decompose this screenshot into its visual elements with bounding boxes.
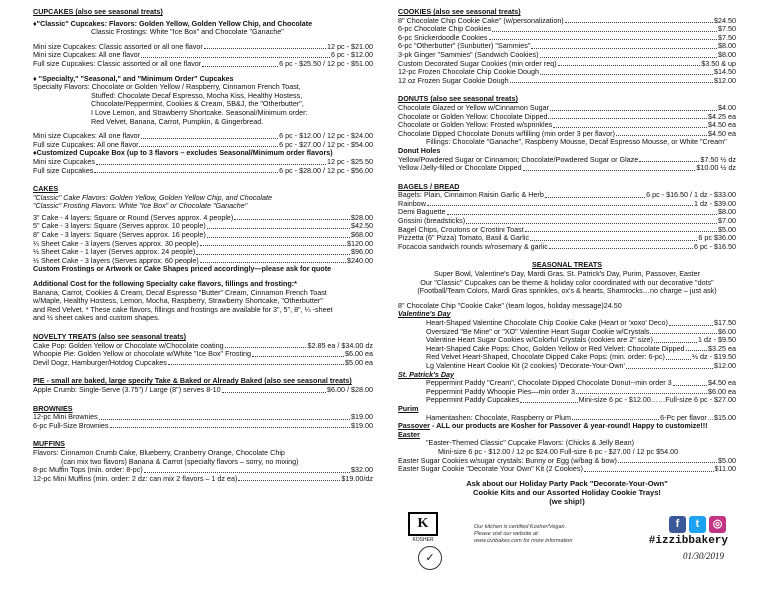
dot-leader (650, 328, 717, 335)
additional-cost-lines (33, 289, 373, 323)
donut-hole-item-label: Yellow /Jelly-filled or Chocolate Dipped (398, 164, 522, 173)
custom-box-price-price: 12 pc - $25.50 (327, 157, 373, 166)
custom-box-head: ♦Customized Cupcake Box (up to 3 flavors – excludes Seasonal/Minimum order flavors) (33, 149, 333, 158)
donut-item-price: $4.50 ea (708, 129, 736, 138)
cupcake-price-label: Mini size Cupcakes: All one flavor (33, 51, 141, 60)
bagel-item-price: 6 pc - $16.50 (694, 242, 736, 251)
additional-cost-head: Additional Cost for the following Specialty cake flavors, fillings and frosting:* (33, 280, 297, 289)
cookie-item-label: 12 oz Frozen Sugar Cookie Dough (398, 76, 509, 85)
dot-leader (673, 379, 707, 386)
footer (398, 510, 736, 570)
dot-leader (576, 388, 707, 395)
dot-leader (234, 214, 350, 221)
valentine-item-label: Red Velvet Heart-Shaped, Chocolate Dipped Cake Pops: (min. order: 6-pc) (426, 353, 665, 362)
seasonal-intro-line: Our "Classic" Cupcakes can be theme & holiday color coordinated with our decorative "dots" (420, 278, 714, 287)
cookie-item (398, 34, 736, 43)
kosher-logo (408, 512, 438, 545)
dot-leader (447, 208, 717, 215)
cookie-item-price: $24.50 (714, 16, 736, 25)
novelty-item-price: $2.85 ea / $34.00 dz (307, 341, 373, 350)
easter-item-price: $5.00 (718, 456, 736, 465)
bagel-item (398, 217, 736, 226)
valentine-item-price: 1 dz - $9.50 (698, 336, 736, 345)
specialty-price-label: Full size Cupcakes: All one flavor (33, 140, 139, 149)
cake-price (33, 240, 373, 249)
cake-price (33, 257, 373, 266)
muffin-item-label: 12-pc Mini Muffins (min. order: 2 dz: can mix 2 flavors – 1 dz ea) (33, 474, 238, 483)
donut-item (398, 104, 736, 113)
brownie-item (33, 422, 373, 431)
bagel-item (398, 243, 736, 252)
cookie-item (398, 68, 736, 77)
cake-price (33, 214, 373, 223)
cake-flavors: "Classic" Cake Flavors: Golden Yellow, Golden Yellow Chip, and Chocolate (33, 193, 272, 202)
donut-item (398, 113, 736, 122)
dot-leader (618, 457, 717, 464)
donut-price-list (398, 104, 736, 138)
passover-text: - ALL our products are Kosher for Passover & year-round! Happy to customize!!! (429, 422, 708, 431)
dot-leader (196, 248, 350, 255)
dot-leader (510, 77, 713, 84)
easter-item (398, 457, 736, 466)
dot-leader (222, 386, 326, 393)
stpatricks-price-list (398, 379, 736, 405)
seasonal-intro (398, 270, 736, 296)
hashtag: #izzibbakery (648, 534, 728, 547)
dot-leader (238, 475, 340, 482)
donut-item-label: Chocolate or Golden Yellow: Frosted w/sprinkles (398, 121, 553, 130)
valentines-price-list (398, 319, 736, 371)
valentine-item-price: $3.25 ea (708, 344, 736, 353)
cookie-item (398, 25, 736, 34)
right-column (398, 8, 736, 570)
dot-leader (204, 43, 326, 50)
bagel-item-label: Rainbow (398, 199, 426, 208)
cupcake-price-label: Full size Cupcakes: Classic assorted or all one flavor (33, 59, 202, 68)
specialty-flavor-line: I Love Lemon, and Strawberry Shortcake. Seasonal/Minimum order: (91, 108, 308, 117)
cupcake-price-label: Mini size Cupcakes: Classic assorted or all one flavor (33, 42, 203, 51)
cupcake-price (33, 51, 373, 60)
purim-item-label: Hamentashen: Chocolate, Raspberry or Plum (426, 413, 572, 422)
dot-leader (565, 17, 713, 24)
donut-item-label: Chocolate Dipped Chocolate Donuts w/filling (min order 3 per flavor) (398, 129, 615, 138)
purim-title: Purim (398, 403, 419, 413)
classic-frostings: Classic Frostings: White "Ice Box" and Chocolate "Ganache" (91, 28, 284, 37)
easter-item-label: Easter Sugar Cookie "Decorate Your Own" Kit (2 Cookies) (398, 465, 583, 474)
valentine-item-price: ½ dz - $19.50 (692, 353, 736, 362)
pie-price-list (33, 386, 373, 395)
pie-title: PIE - small are baked, large specify Take & Baked or Already Baked (also see seasonal treats) (33, 377, 352, 386)
cookie-item (398, 17, 736, 26)
ask-line: Cookie Kits and our Assorted Holiday Cookie Trays! (473, 487, 661, 497)
cupcake-price-price: 6 pc - $12.00 (331, 51, 373, 60)
donut-item-price: $4.00 (718, 103, 736, 112)
valentine-item (426, 336, 736, 345)
novelty-item-label: Cake Pop: Golden Yellow or Chocolate w/Chocolate coating (33, 341, 224, 350)
cookie-item-label: 6-pc "Otherbutter" (Sunbutter) "Sammies" (398, 42, 531, 51)
dot-leader (520, 396, 578, 403)
cookie-item-price: $3.50 & up (701, 59, 736, 68)
bagel-item-label: Focaccia sandwich rounds w/rosemary & garlic (398, 242, 548, 251)
specialty-flavor-line: Red Velvet, Banana, Carrot, Pumpkin, & Gingerbread. (91, 117, 264, 126)
specialty-flavor-line: Chocolate/Peppermint, Cookies & Cream, SB&J, the "Otherbutter", (91, 100, 304, 109)
cake-frostings: "Classic" Frosting Flavors: White "Ice Box" or Chocolate "Ganache" (33, 202, 248, 211)
valentine-item-label: Lg Valentine Heart Cookie Kit (2 cookies) 'Decorate-Your-Own' (426, 361, 625, 370)
stpatrick-item (426, 388, 736, 397)
dot-leader (225, 342, 307, 349)
dot-leader (252, 350, 344, 357)
social-icons (669, 516, 726, 533)
novelty-item (33, 359, 373, 368)
dot-leader (584, 465, 714, 472)
brownie-item-label: 6-pc Full-Size Brownies (33, 421, 109, 430)
specialty-cupcakes-head: ♦ "Specialty," "Seasonal," and "Minimum Order" Cupcakes (33, 74, 234, 83)
cookie-item (398, 77, 736, 86)
purim-item (426, 414, 736, 423)
custom-box-price (33, 167, 373, 176)
dot-leader (168, 359, 344, 366)
cake-price-label: ½ Sheet Cake - 3 layers (Serves approx. 60 people) (33, 256, 199, 265)
easter-cupcake-flavors: "Easter-Themed Classic" Cupcake Flavors: (Chicks & Jelly Bean) (426, 439, 635, 448)
dot-leader (616, 130, 707, 137)
cookie-item-label: 6-pc Chocolate Chip Cookies (398, 25, 492, 34)
facebook-icon[interactable]: f (669, 516, 686, 533)
bagel-item-price: 6 pc $36.00 (698, 234, 736, 243)
donut-item (398, 130, 736, 139)
cert-line: Our kitchen is certified Kosher/Vegan. (474, 523, 567, 530)
valentine-item (426, 345, 736, 354)
cake-price-price: $42.50 (351, 222, 373, 231)
muffin-item-price: $32.00 (351, 466, 373, 475)
cupcake-price-price: 6 pc - $25.50 / 12 pc - $51.00 (279, 59, 373, 68)
donuts-title: DONUTS (also see seasonal treats) (398, 94, 518, 104)
kosher-label: KOSHER (412, 536, 434, 543)
cupcake-price (33, 43, 373, 52)
additional-cost-line: w/Maple, Healthy Hostess, Lemon, Mocha, Raspberry, Strawberry Shortcake, "Otherbutter" (33, 297, 323, 306)
specialty-flavor-line: Stuffed: Chocolate Decaf Espresso, Mocha Kiss, Healthy Hostess, (91, 91, 303, 100)
stpatrick-item-label: Peppermint Paddy Cupcakes (426, 396, 520, 405)
dot-leader (141, 132, 278, 139)
stpatrick-item-price: Mini-size 6 pc - $12.00……Full-size 6 pc - $27.00 (578, 396, 736, 405)
cert-line[interactable]: www.izzibakes.com for more information (474, 537, 573, 544)
cake-price-price: $68.00 (351, 231, 373, 240)
certification-note (474, 524, 572, 545)
valentine-item-price: $6.00 (718, 327, 736, 336)
donut-item (398, 121, 736, 130)
stpatricks-title: St. Patrick's Day (398, 369, 455, 379)
novelty-price-list (33, 342, 373, 368)
donut-hole-item (398, 156, 736, 165)
donut-item-price: $4.50 ea (708, 121, 736, 130)
dot-leader (531, 42, 717, 49)
cert-line: Please visit our website at: (474, 530, 540, 537)
pie-item-label: Apple Crumb: Single-Serve (3.75") / Large (8") serves 8-10 (33, 385, 221, 394)
pie-item-price: $6.00 / $28.00 (327, 385, 373, 394)
novelty-title: NOVELTY TREATS (also see seasonal treats) (33, 332, 186, 341)
muffin-item (33, 466, 373, 475)
valentine-item-label: Heart-Shaped Valentine Chocolate Chip Cookie Cake (Heart or 'xoxo' Deco) (426, 319, 668, 327)
purim-item-price: 6-Pc per flavor…$15.00 (660, 413, 736, 422)
cookie-item-label: 12-pc Frozen Chocolate Chip Cookie Dough (398, 68, 540, 77)
novelty-item (33, 342, 373, 351)
dot-leader (207, 231, 350, 238)
cake-price-price: $28.00 (351, 213, 373, 222)
muffins-title: MUFFINS (33, 439, 65, 449)
valentine-item-price: $12.00 (714, 361, 736, 370)
easter-item (398, 465, 736, 474)
specialty-price-price: 6 pc - $12.00 / 12 pc - $24.00 (279, 132, 373, 141)
dot-leader (558, 60, 701, 67)
specialty-price-list (33, 132, 373, 149)
cake-price (33, 222, 373, 231)
classic-cupcakes-head: ♦"Classic" Cupcakes: Flavors: Golden Yellow, Golden Yellow Chip, and Chocolate (33, 19, 313, 28)
donut-hole-item (398, 164, 736, 173)
cookie-item-price: $7.50 (718, 33, 736, 42)
specialty-flavors (33, 83, 373, 126)
donut-holes-title: Donut Holes (398, 145, 441, 155)
custom-box-price-price: 6 pc - $28.00 / 12 pc - $56.00 (279, 166, 373, 175)
cupcake-price (33, 60, 373, 69)
cupcakes-title: CUPCAKES (also see seasonal treats) (33, 7, 163, 16)
custom-cake-note: Custom Frostings or Artwork or Cake Shapes priced accordingly—please ask for quote (33, 265, 332, 274)
specialty-flavor-line: Specialty Flavors: Chocolate or Golden Yellow / Raspberry, Cinnamon French Toast, (33, 83, 301, 92)
muffin-item (33, 475, 373, 484)
dot-leader (530, 234, 697, 241)
brownie-price-list (33, 413, 373, 430)
cookie-item (398, 60, 736, 69)
cookie-item-price: $8.00 (718, 50, 736, 59)
novelty-item-label: Whoopie Pie: Golden Yellow or chocolate w/White "Ice Box" Frosting (33, 350, 252, 359)
cookie-item-price: $8.00 (718, 42, 736, 51)
additional-cost-line: and Red Velvet. * These cake flavors, fillings and frostings are available for 3", 5", 8", ¼ -sheet (33, 305, 333, 314)
cake-price-label: ½ Sheet Cake - 1 layer (Serves approx. 24 people) (33, 248, 196, 257)
cookie-item-label: Custom Decorated Sugar Cookies (min order req) (398, 59, 557, 68)
cookie-item-label: 3-pk Ginger "Sammies" (Sandwich Cookies) (398, 50, 539, 59)
brownies-title: BROWNIES (33, 403, 73, 413)
left-column (33, 8, 373, 483)
dot-leader (466, 217, 717, 224)
dot-leader (525, 226, 717, 233)
bagel-item-label: Bagels: Plain, Cinnamon Raisin Garlic & Herb (398, 191, 544, 200)
valentine-item-label: Oversized "Be Mine" or "XO" Valentine Heart Sugar Cookie w/Crystals (426, 327, 650, 336)
dot-leader (548, 113, 707, 120)
stpatrick-item (426, 379, 736, 388)
passover-label: Passover (398, 422, 430, 431)
stpatrick-item-price: $4.50 ea (708, 379, 736, 388)
bagel-item (398, 200, 736, 209)
dot-leader (666, 353, 691, 360)
muffin-item-price: $19.00/dz (341, 474, 373, 483)
stpatrick-item-price: $6.00 ea (708, 387, 736, 396)
valentine-item (426, 353, 736, 362)
cake-price-label: 3" Cake - 4 layers: Square or Round (Serves approx. 4 people) (33, 213, 234, 222)
specialty-price (33, 132, 373, 141)
dot-leader (144, 466, 350, 473)
cookie-item-label: 6-pc Snickerdoodle Cookies (398, 33, 488, 42)
donut-hole-item-price: $7.50 ½ dz (700, 155, 736, 164)
stpatrick-item-label: Peppermint Paddy Whoopie Pies—min order 3 (426, 387, 576, 396)
cake-price (33, 248, 373, 257)
donut-item-label: Chocolate Glazed or Yellow w/Cinnamon Sugar (398, 103, 550, 112)
dot-leader (523, 164, 696, 171)
dot-leader (492, 25, 717, 32)
brownie-item-price: $19.00 (351, 413, 373, 422)
cookie-price-list (398, 17, 736, 86)
cookie-item-price: $12.00 (714, 76, 736, 85)
dot-leader (549, 243, 693, 250)
seasonal-cookie-cake: 8" Chocolate Chip "Cookie Cake" (team logos, holiday message)24.50 (398, 301, 622, 310)
dot-leader (540, 68, 713, 75)
easter-cupcake-prices: Mini-size 6 pc - $12.00 / 12 pc $24.00 Full-size 6 pc - $27.00 / 12 pc $54.00 (438, 447, 679, 456)
additional-cost-line: and ½ sheet cakes and custom shapes. (33, 314, 160, 323)
dot-leader (202, 60, 278, 67)
bagel-item (398, 208, 736, 217)
vegan-seal-icon: ✓ (418, 546, 442, 570)
muffin-price-list (33, 466, 373, 483)
dot-leader (489, 34, 718, 41)
ask-line: Ask about our Holiday Party Pack "Decorate-Your-Own" (466, 478, 668, 488)
bagel-item-price: $8.00 (718, 208, 736, 217)
custom-box-price-list (33, 158, 373, 175)
bagel-item-label: Bagel Chips, Croutons or Crostini Toast (398, 225, 524, 234)
donut-item-label: Chocolate or Golden Yellow: Chocolate Dipped (398, 112, 548, 121)
dot-leader (99, 413, 350, 420)
cookie-item-price: $14.50 (714, 68, 736, 77)
donut-holes-price-list (398, 156, 736, 173)
muffin-flavors-2: (can mix two flavors) Banana & Carrot (specialty flavors – sorry, no mixing) (61, 457, 299, 466)
bagel-item-price: 1 dz - $39.00 (694, 199, 736, 208)
cookie-item (398, 42, 736, 51)
brownie-item-label: 12-pc Mini Brownies (33, 413, 98, 422)
valentine-item-price: $17.50 (714, 319, 736, 327)
donut-hole-item-price: $10.00 ½ dz (696, 164, 736, 173)
easter-item-label: Easter Sugar Cookies w/sugar crystals: Bunny or Egg (w/bag & bow) (398, 456, 617, 465)
bagel-price-list (398, 191, 736, 251)
dot-leader (96, 158, 326, 165)
brownie-item (33, 413, 373, 422)
easter-item-price: $11.00 (714, 465, 736, 474)
easter-title: Easter (398, 429, 420, 439)
purim-price-list (398, 414, 736, 423)
novelty-item-price: $6.00 ea (345, 350, 373, 359)
valentine-item-label: Valentine Heart Sugar Cookies w/Colorful Crystals (cookies are 2" size) (426, 336, 653, 345)
donut-fillings: Fillings: Chocolate "Ganache", Raspberry Mousse, Decaf Espresso Mousse, or White "Cream" (426, 138, 727, 147)
custom-box-price-label: Mini size Cupcakes (33, 157, 95, 166)
dot-leader (141, 51, 330, 58)
specialty-price-price: 6 pc - $27.00 / 12 pc - $54.00 (279, 140, 373, 149)
cakes-title: CAKES (33, 184, 59, 194)
stpatrick-item-label: Peppermint Paddy "Cream", Chocolate Dipped Chocolate Donut--min order 3 (426, 379, 672, 388)
cookies-title: COOKIES (also see seasonal treats) (398, 7, 521, 16)
cupcake-price-list (33, 43, 373, 69)
donut-hole-item-label: Yellow/Powdered Sugar or Cinnamon; Chocolate/Powdered Sugar or Glaze (398, 155, 639, 164)
bagel-item (398, 226, 736, 235)
specialty-price (33, 141, 373, 150)
stpatrick-item (426, 396, 736, 405)
valentine-item (426, 362, 736, 371)
brownie-item-price: $19.00 (351, 421, 373, 430)
cake-price-price: $96.00 (351, 248, 373, 257)
muffin-item-label: 8-pc Muffin Tops (min. order: 8-pc) (33, 466, 143, 475)
bagel-item-price: $5.00 (718, 225, 736, 234)
dot-leader (686, 345, 708, 352)
kosher-k-mark: K (408, 512, 438, 536)
dot-leader (669, 319, 713, 326)
valentines-title: Valentine's Day (398, 309, 451, 319)
dot-leader (200, 240, 346, 247)
cookie-item-label: 8" Chocolate Chip Cookie Cake" (w/personalization) (398, 16, 564, 25)
instagram-icon[interactable]: ◎ (709, 516, 726, 533)
donut-item-price: $4.25 ea (708, 112, 736, 121)
cake-price-label: ¼ Sheet Cake - 3 layers (Serves approx. 30 people) (33, 239, 199, 248)
cake-price-price: $120.00 (347, 239, 373, 248)
dot-leader (540, 51, 717, 58)
cake-price (33, 231, 373, 240)
cake-price-label: 5" Cake - 3 layers: Square (Serves approx. 10 people) (33, 222, 206, 231)
bagel-item-label: Demi Baguette (398, 208, 446, 217)
pie-item (33, 386, 373, 395)
bagel-item (398, 191, 736, 200)
dot-leader (427, 200, 693, 207)
easter-price-list (398, 457, 736, 474)
dot-leader (626, 362, 713, 369)
cake-price-label: 8" Cake - 3 layers: Square (Serves approx. 16 people) (33, 231, 206, 240)
valentine-item (426, 319, 736, 328)
dot-leader (94, 167, 278, 174)
twitter-icon[interactable]: t (689, 516, 706, 533)
bagel-item-price: $7.00 (718, 217, 736, 226)
specialty-price-label: Mini size Cupcakes: All one flavor (33, 132, 141, 141)
bagel-item-label: Pizzetta (6" Pizza) Tomato, Basil & Garlic (398, 234, 530, 243)
muffin-flavors: Flavors: Cinnamon Crumb Cake, Blueberry, Cranberry Orange, Chocolate Chip (33, 448, 285, 457)
holiday-party-pack-ad (398, 479, 736, 506)
dot-leader (553, 121, 707, 128)
seasonal-intro-line: Super Bowl, Valentine's Day, Mardi Gras, St. Patrick's Day, Purim, Passover, Easter (434, 270, 700, 279)
bagel-item-price: 6 pc - $16.50 / 1 dz - $33.00 (646, 191, 736, 200)
seasonal-intro-line: (Football/Team Colors, Mardi Gras sprinkles, ox's & hearts, Shamrocks…no charge – just ask) (417, 287, 717, 296)
seasonal-title: SEASONAL TREATS (531, 260, 603, 270)
cookie-item (398, 51, 736, 60)
additional-cost-line: Banana, Carrot, Cookies & Cream, Decaf Espresso "Butter" Cream, Cinnamon French Toast (33, 288, 327, 297)
dot-leader (639, 156, 699, 163)
ask-line: (we ship!) (549, 496, 585, 506)
cupcake-price-price: 12 pc - $21.00 (327, 42, 373, 51)
dot-leader (550, 104, 717, 111)
dot-leader (545, 191, 645, 198)
dot-leader (110, 422, 351, 429)
cake-price-list (33, 214, 373, 266)
novelty-item (33, 350, 373, 359)
dot-leader (207, 222, 350, 229)
novelty-item-label: Devil Dogz, Hamburger/Hotdog Cupcakes (33, 358, 167, 367)
dot-leader (200, 257, 346, 264)
custom-box-price-label: Full size Cupcakes (33, 166, 94, 175)
custom-box-price (33, 158, 373, 167)
novelty-item-price: $5.00 ea (345, 358, 373, 367)
cake-price-price: $240.00 (347, 256, 373, 265)
menu-date: 01/30/2019 (682, 550, 724, 561)
valentine-item (426, 328, 736, 337)
cookie-item-price: $7.50 (718, 25, 736, 34)
bagel-item (398, 234, 736, 243)
valentine-item-label: Heart-Shaped Cake Pops: Choc, Golden Yellow or Red Velvet: Chocolate Dipped (426, 344, 685, 353)
dot-leader (654, 336, 697, 343)
dot-leader (572, 414, 659, 421)
bagel-item-label: Grissini (breadsticks) (398, 217, 466, 226)
bagels-title: BAGELS / BREAD (398, 181, 460, 191)
dot-leader (139, 141, 278, 148)
